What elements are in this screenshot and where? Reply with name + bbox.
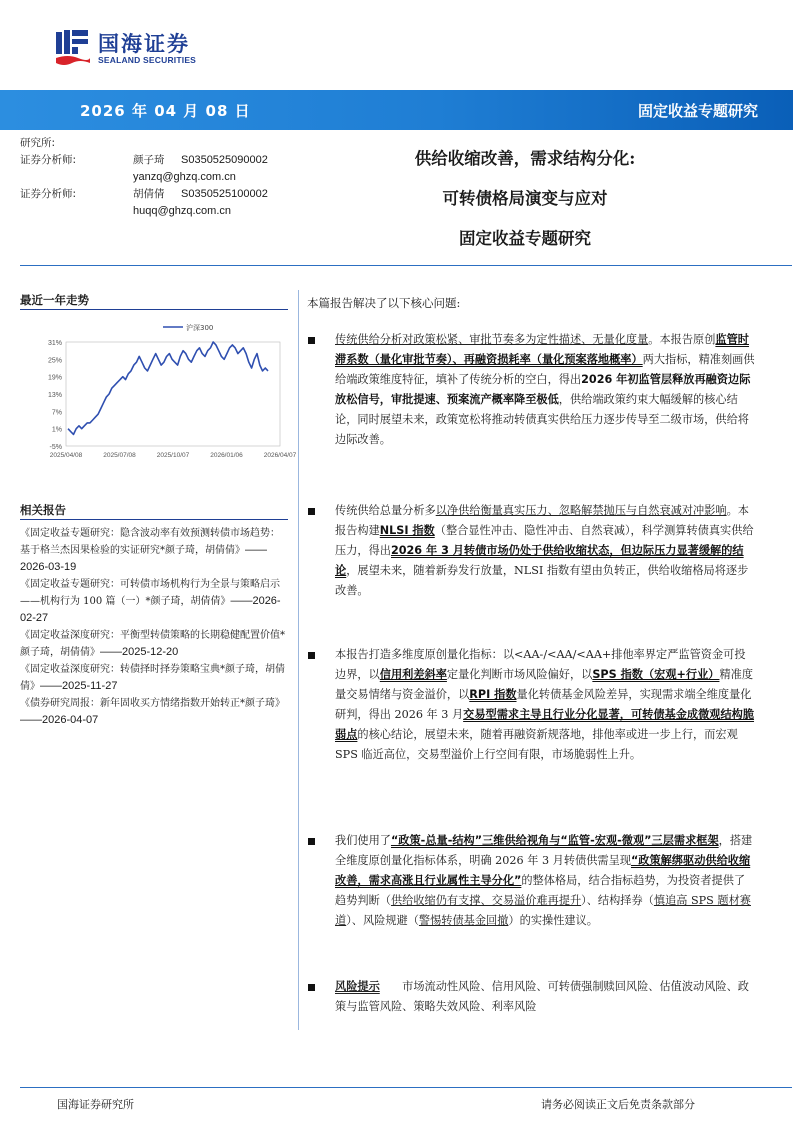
related-reports-heading: 相关报告 bbox=[20, 503, 66, 517]
chart-y-tick-label: 25% bbox=[47, 357, 62, 365]
analyst-name: 颜子琦 bbox=[133, 154, 165, 166]
related-heading-rule bbox=[20, 519, 288, 520]
chart-x-tick-label: 2025/10/07 bbox=[156, 452, 190, 459]
risk-text: 市场流动性风险、信用风险、可转债强制赎回风险、估值波动风险、政策与监管风险、策略失效风险、利率风险 bbox=[335, 980, 749, 1013]
analyst-name: 胡倩倩 bbox=[133, 188, 165, 200]
report-type: 固定收益专题研究 bbox=[637, 102, 758, 120]
header-banner bbox=[0, 90, 793, 130]
key-point-3: 本报告打造多维度原创量化指标：以<AA-/<AA/<AA+排他率界定严监管资金可投边界，以信用利差斜率定量化判断市场风险偏好，以SPS 指数（宏观+行业）精准度量交易情绪与资金溢价，以RPI 指数量化转债基金风险差异，实现需求端全维度量化研判，得出 2026 年 3 月交易型需求主导且行业分化显著，可转债基金成微观结构脆弱点的核心结论，展望未来，随着再融资新规落地，排他率或进一步上行，而宏观 SPS 临近高位，交易型溢价上行空间有限，市场脆弱性上升。 bbox=[335, 648, 755, 761]
analyst-cert: S0350525090002 bbox=[181, 154, 268, 166]
trend-heading: 最近一年走势 bbox=[20, 293, 89, 307]
chart-y-tick-label: -5% bbox=[49, 444, 62, 451]
title-line-2: 可转债格局演变与应对 bbox=[442, 189, 608, 208]
chart-x-tick-label: 2025/04/08 bbox=[49, 452, 83, 459]
title-line-3: 固定收益专题研究 bbox=[459, 229, 591, 248]
analyst-email[interactable]: yanzq@ghzq.com.cn bbox=[133, 171, 236, 183]
institute-label: 研究所: bbox=[20, 137, 56, 149]
risk-warning bbox=[335, 977, 755, 1017]
sealand-logo-icon bbox=[54, 28, 92, 66]
chart-x-tick-label: 2026/01/06 bbox=[210, 452, 243, 459]
chart-y-tick-label: 13% bbox=[47, 392, 62, 399]
related-report-item[interactable]: 《固定收益深度研究：平衡型转债策略的长期稳健配置价值*颜子琦，胡倩倩》——2025-12-20 bbox=[20, 630, 285, 658]
report-date: 2026 年 04 月 08 日 bbox=[80, 102, 251, 120]
risk-label: 风险提示 bbox=[335, 980, 380, 993]
chart-x-tick-label: 2025/07/08 bbox=[103, 452, 136, 459]
related-report-item[interactable]: 《固定收益专题研究：隐含波动率有效预测转债市场趋势：基于格兰杰因果检验的实证研究*颜子琦，胡倩倩》——2026-03-19 bbox=[20, 528, 280, 573]
chart-y-tick-label: 7% bbox=[51, 409, 62, 417]
analyst-email[interactable]: huqq@ghzq.com.cn bbox=[133, 205, 232, 217]
key-point-4: 我们使用了“政策-总量-结构”三维供给视角与“监管-宏观-微观”三层需求框架，搭建全维度原创量化指标体系，明确 2026 年 3 月转债供需呈现“政策解绑驱动供给收缩改善，需求高涨且行业属性主导分化”的整体格局，结合指标趋势，为投资者提供了趋势判断（供给收缩仍有支撑、交易溢价难再提升）、结构择券（慎追高 SPS 题材赛道）、风险规避（警惕转债基金回撤）的实操性建议。 bbox=[335, 834, 753, 927]
top-divider bbox=[20, 265, 792, 266]
chart-y-tick-label: 31% bbox=[47, 340, 62, 347]
chart-y-tick-label: 1% bbox=[51, 426, 62, 434]
analyst-role: 证券分析师: bbox=[20, 154, 77, 166]
report-title bbox=[320, 145, 730, 265]
analyst-info bbox=[20, 135, 320, 220]
related-report-item[interactable]: 《固定收益深度研究：转债择时择券策略宝典*颜子琦，胡倩倩》——2025-11-27 bbox=[20, 664, 285, 692]
key-point-2: 传统供给总量分析多以净供给衡量真实压力、忽略解禁抛压与自然衰减对冲影响。本报告构建NLSI 指数（整合显性冲击、隐性冲击、自然衰减），科学测算转债真实供给压力，得出2026 年 3 月转债市场仍处于供给收缩状态，但边际压力显著缓解的结论，展望未来，随着新券发行放量，NLSI 指数有望由负转正，供给收缩格局将逐步改善。 bbox=[335, 504, 754, 597]
logo-chinese-name: 国海证券 bbox=[98, 32, 190, 56]
bullet-square-icon bbox=[308, 838, 318, 848]
footer-disclaimer: 请务必阅读正文后免责条款部分 bbox=[541, 1098, 695, 1111]
bullet-square-icon bbox=[308, 337, 318, 347]
logo-english-name: SEALAND SECURITIES bbox=[98, 55, 197, 65]
column-divider bbox=[298, 290, 299, 1030]
footer-institute: 国海证券研究所 bbox=[57, 1098, 134, 1111]
analyst-cert: S0350525100002 bbox=[181, 188, 268, 200]
related-report-item[interactable]: 《债券研究周报：新年固收买方情绪指数开始转正*颜子琦》——2026-04-07 bbox=[20, 698, 285, 726]
intro-text: 本篇报告解决了以下核心问题: bbox=[307, 296, 461, 310]
trend-heading-rule bbox=[20, 309, 288, 310]
chart-y-tick-label: 19% bbox=[47, 374, 62, 382]
analyst-role: 证券分析师: bbox=[20, 188, 77, 200]
bullet-square-icon bbox=[308, 508, 318, 518]
key-point-1: 传统供给分析对政策松紧、审批节奏多为定性描述、无量化度量。本报告原创监管时滞系数（量化审批节奏）、再融资损耗率（量化预案落地概率）两大指标，精准刻画供给端政策维度特征，填补了传统分析的空白，得出2026 年初监管层释放再融资边际放松信号，审批提速、预案流产概率降至极低，供给端政策约束大幅缓解的核心结论，同时展望未来，政策宽松将推动转债真实供给压力逐步传导至二级市场，供给将边际改善。 bbox=[335, 333, 755, 446]
index-trend-chart bbox=[28, 318, 297, 468]
bottom-divider bbox=[20, 1087, 792, 1088]
chart-x-tick-label: 2026/04/07 bbox=[263, 452, 297, 459]
chart-legend-label: 沪深300 bbox=[186, 324, 214, 332]
related-report-item[interactable]: 《固定收益专题研究：可转债市场机构行为全景与策略启示——机构行为 100 篇（一）*颜子琦，胡倩倩》——2026-02-27 bbox=[20, 579, 281, 624]
company-logo bbox=[54, 22, 214, 72]
title-line-1: 供给收缩改善，需求结构分化: bbox=[414, 149, 636, 168]
bullet-square-icon bbox=[308, 984, 318, 994]
chart-series-line bbox=[68, 342, 268, 434]
related-reports-list bbox=[20, 525, 288, 729]
bullet-square-icon bbox=[308, 652, 318, 662]
